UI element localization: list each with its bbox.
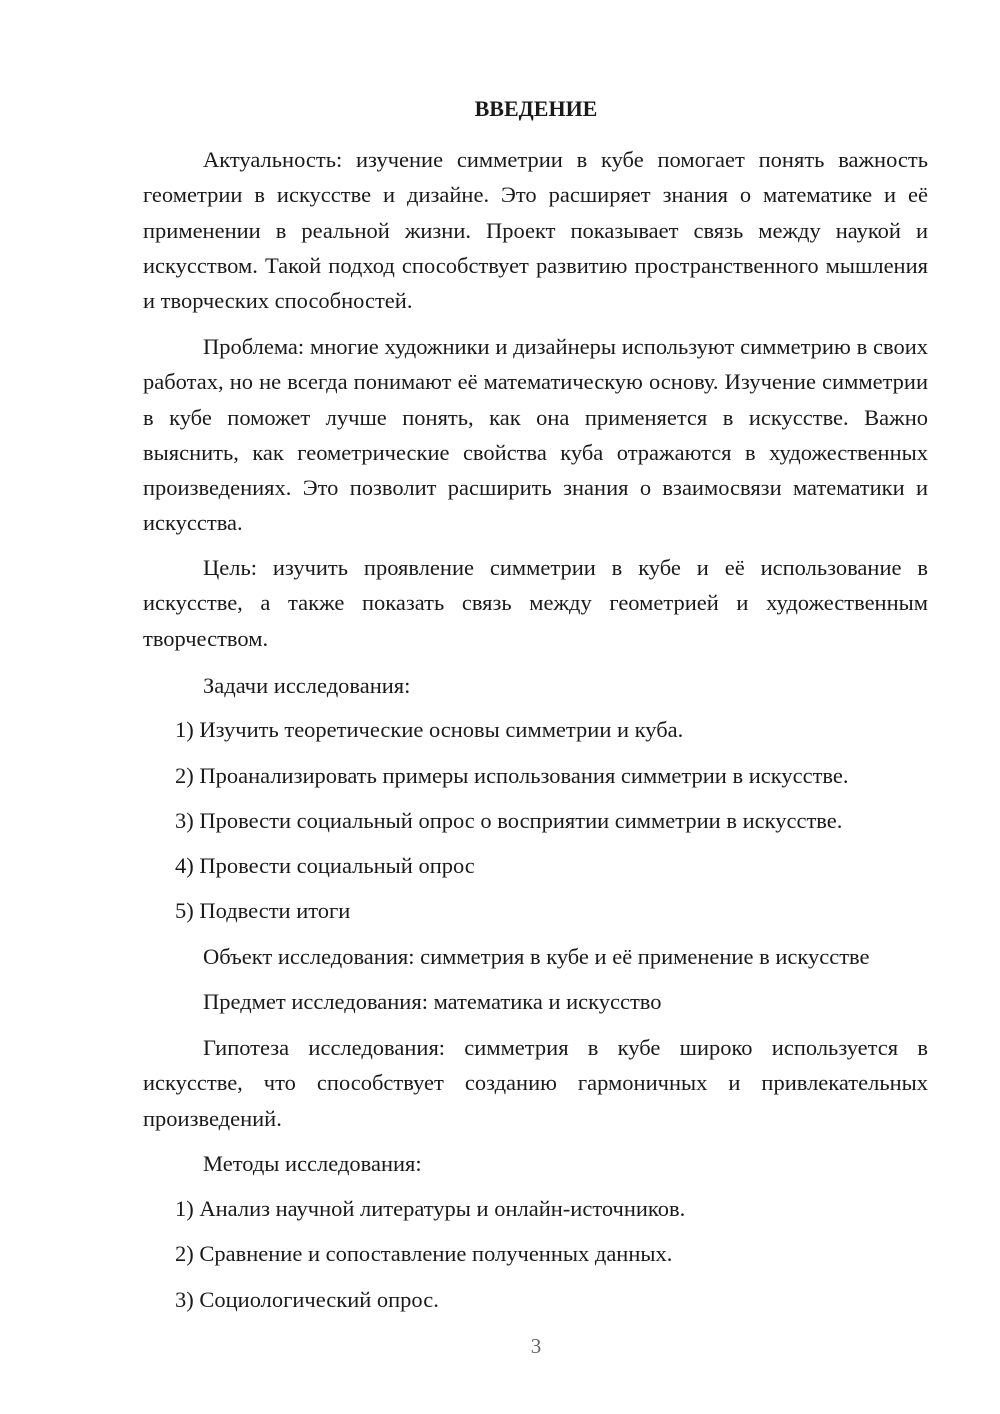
page-number: 3 xyxy=(530,1334,542,1358)
method-item-2: 2) Сравнение и сопоставление полученных данных. xyxy=(175,1241,673,1266)
subject-paragraph: Предмет исследования: математика и искусство xyxy=(203,989,662,1014)
task-item-1: 1) Изучить теоретические основы симметрии и куба. xyxy=(175,717,684,742)
object-paragraph: Объект исследования: симметрия в кубе и её применение в искусстве xyxy=(203,944,870,969)
task-item-4: 4) Провести социальный опрос xyxy=(175,853,475,878)
method-item-3: 3) Социологический опрос. xyxy=(175,1287,439,1312)
hypothesis-paragraph: Гипотеза исследования: симметрия в кубе широко используется в искусстве, что способствует созданию гармоничных и привлекательных произведений. xyxy=(143,1035,928,1131)
task-item-3: 3) Провести социальный опрос о восприятии симметрии в искусстве. xyxy=(175,808,843,833)
method-item-1: 1) Анализ научной литературы и онлайн-источников. xyxy=(175,1196,686,1221)
task-item-5: 5) Подвести итоги xyxy=(175,898,351,923)
relevance-paragraph: Актуальность: изучение симметрии в кубе помогает понять важность геометрии в искусстве и дизайне. Это расширяет знания о математике и её применении в реальной жизни. Проект показывает связь между наукой и искусством. Такой подход способствует развитию пространственного мышления и творческих способностей. xyxy=(143,147,928,314)
methods-heading: Методы исследования: xyxy=(203,1151,422,1176)
problem-paragraph: Проблема: многие художники и дизайнеры используют симметрию в своих работах, но не всегда понимают её математическую основу. Изучение симметрии в кубе поможет лучше понять, как она применяется в искусстве. Важно выяснить, как геометрические свойства куба отражаются в художественных произведениях. Это позволит расширить знания о взаимосвязи математики и искусства. xyxy=(143,334,928,536)
page-title: ВВЕДЕНИЕ xyxy=(474,96,598,121)
goal-paragraph: Цель: изучить проявление симметрии в кубе и её использование в искусстве, а также показать связь между геометрией и художественным творчеством. xyxy=(143,555,928,651)
task-item-2: 2) Проанализировать примеры использования симметрии в искусстве. xyxy=(175,763,849,788)
tasks-heading: Задачи исследования: xyxy=(203,673,411,698)
